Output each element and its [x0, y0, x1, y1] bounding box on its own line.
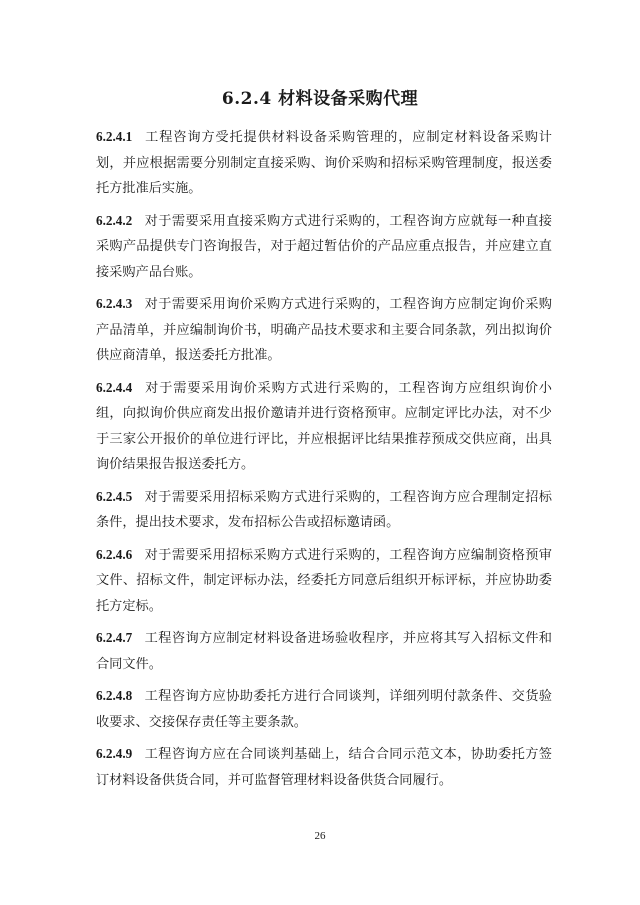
clause-number: 6.2.4.1 [96, 129, 133, 144]
clause-text: 对于需要采用询价采购方式进行采购的，工程咨询方应组织询价小组，向拟询价供应商发出报价邀请并进行资格预审。应制定评比办法，对不少于三家公开报价的单位进行评比，并应根据评比结果推荐预成交供应商，出具询价结果报告报送委托方。 [96, 380, 552, 472]
clause [96, 741, 552, 793]
clause-text: 工程咨询方受托提供材料设备采购管理的，应制定材料设备采购计划，并应根据需要分别制定直接采购、询价采购和招标采购管理制度，报送委托方批准后实施。 [96, 130, 552, 196]
clause [96, 375, 552, 478]
clause-number: 6.2.4.9 [96, 746, 133, 761]
clause-text: 对于需要采用询价采购方式进行采购的，工程咨询方应制定询价采购产品清单，并应编制询价书，明确产品技术要求和主要合同条款，列出拟询价供应商清单，报送委托方批准。 [96, 297, 552, 363]
clause-number: 6.2.4.8 [96, 688, 133, 703]
clause-number: 6.2.4.5 [96, 488, 133, 504]
clause-text: 工程咨询方应协助委托方进行合同谈判，详细列明付款条件、交货验收要求、交接保存责任等主要条款。 [96, 689, 552, 730]
clause-number: 6.2.4.6 [96, 546, 133, 562]
clause [96, 124, 552, 202]
clause-number: 6.2.4.3 [96, 296, 133, 311]
clause [96, 208, 552, 286]
clause-number: 6.2.4.4 [96, 379, 133, 395]
clause [96, 625, 552, 677]
clause-text: 对于需要采用招标采购方式进行采购的，工程咨询方应合理制定招标条件，提出技术要求，发布招标公告或招标邀请函。 [96, 489, 552, 530]
clause [96, 291, 552, 369]
section-title: 6.2.4 材料设备采购代理 [221, 89, 419, 109]
clause [96, 484, 552, 536]
clause-text: 对于需要采用招标采购方式进行采购的，工程咨询方应编制资格预审文件、招标文件，制定评标办法，经委托方同意后组织开标评标，并应协助委托方定标。 [96, 547, 552, 614]
clause-text: 对于需要采用直接采购方式进行采购的，工程咨询方应就每一种直接采购产品提供专门咨询报告，对于超过暂估价的产品应重点报告，并应建立直接采购产品台账。 [96, 213, 552, 280]
clause [96, 683, 552, 735]
clause-list [96, 124, 552, 799]
clause-number: 6.2.4.7 [96, 630, 133, 645]
clause-number: 6.2.4.2 [96, 212, 133, 228]
clause-text: 工程咨询方应制定材料设备进场验收程序，并应将其写入招标文件和合同文件。 [96, 631, 552, 672]
clause [96, 542, 552, 620]
page-number: 26 [314, 830, 326, 842]
clause-text: 工程咨询方应在合同谈判基础上，结合合同示范文本，协助委托方签订材料设备供货合同，并可监督管理材料设备供货合同履行。 [96, 747, 552, 788]
